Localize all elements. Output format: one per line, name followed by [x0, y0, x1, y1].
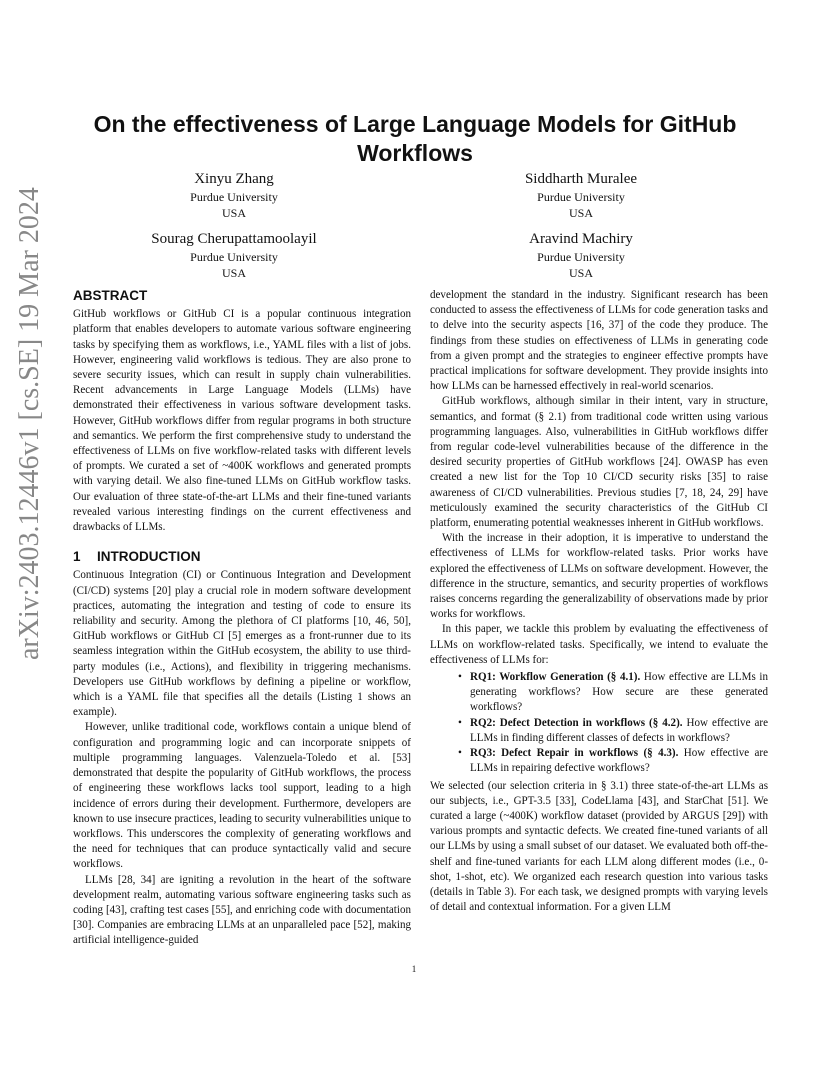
author-block	[104, 170, 364, 221]
abstract-text: GitHub workflows or GitHub CI is a popular continuous integration platform that enables developers to automate various software engineering tasks by specifying them as workflows, i.e., YAML files with a list of jobs. However, engineering valid workflows is tedious. They are also prone to severe security issues, which can result in supply chain vulnerabilities. Recent advancements in Large Language Models (LLMs) have demonstrated their effectiveness in various software development tasks. However, GitHub workflows differ from regular programs in both structure and semantics. We perform the first comprehensive study to understand the effectiveness of LLMs on five workflow-related tasks with different levels of prompts. We curated a set of ~400K workflows and generated prompts with varying detail. We also fine-tuned LLMs on GitHub workflow tasks. Our evaluation of three state-of-the-art LLMs and their fine-tuned variants revealed various interesting findings on the current effectiveness and drawbacks of LLMs.	[73, 308, 411, 534]
paragraph: GitHub workflows, although similar in their intent, vary in structure, semantics, and format (§ 2.1) from traditional code written using various programming languages. Also, vulnerabilities in GitHub workflows differ from regular code-level vulnerabilities because of the difference in the desired security properties of GitHub workflows [24]. OWASP has even created a new list for the Top 10 CI/CD security risks [35] to raise awareness of CI/CD vulnerabilities. Previous studies [7, 18, 24, 29] have meticulously examined the security characteristics of the GitHub CI platform, enumerating potential weaknesses inherent in GitHub workflows.	[430, 395, 768, 530]
author-country: USA	[568, 266, 593, 280]
rq-text: How effective are LLMs in generating workflows? How secure are these generated workflows?	[470, 671, 769, 714]
paragraph: LLMs [28, 34] are igniting a revolution in the heart of the software development realm, automating various software engineering tasks such as coding [43], crafting test cases [55], and enriching code with documentation [30]. Companies are embracing LLMs at an unparalleled pace [52], making artificial intelligence-guided	[73, 873, 411, 947]
research-question-list	[430, 670, 768, 776]
author-block	[104, 230, 364, 281]
author-name: Siddharth Muralee	[524, 171, 638, 187]
rq-text: How effective are LLMs in repairing defective workflows?	[470, 747, 769, 775]
paragraph: With the increase in their adoption, it is imperative to understand the effectiveness of LLMs for workflow-related tasks. Prior works have explored the effectiveness of LLMs on software development. However, the difference in the structure, semantics, and security properties of workflows raises concerns regarding the generalizability of observations made by prior works for workflows.	[430, 532, 768, 621]
author-name: Sourag Cherupattamoolayil	[151, 231, 317, 247]
section-title: INTRODUCTION	[97, 549, 201, 565]
rq-label: RQ2: Defect Detection in workflows (§ 4.2).	[470, 716, 683, 729]
left-column	[73, 288, 411, 949]
author-affiliation: Purdue University	[190, 250, 278, 264]
rq-label: RQ1: Workflow Generation (§ 4.1).	[470, 671, 641, 684]
list-item	[470, 670, 768, 716]
page-number: 1	[411, 964, 417, 974]
author-country: USA	[221, 266, 246, 280]
paragraph: However, unlike traditional code, workflows contain a unique blend of configuration and programming logic and can incorporate snippets of multiple programming languages. Valenzuela-Toledo et al. [53] demonstrated that despite the popularity of GitHub workflows, the process of engineering these workflows lacks tool support, leading to a high incidence of errors during their development. Furthermore, developers are known to use insecure practices, leading to security vulnerabilities unique to workflows. This underscores the complexity of generating workflows and the need for techniques that can produce syntactically valid and secure workflows.	[73, 721, 411, 871]
author-country: USA	[568, 206, 593, 220]
abstract-heading: ABSTRACT	[73, 288, 148, 303]
section-heading	[73, 549, 411, 564]
author-name: Aravind Machiry	[529, 231, 633, 247]
paper-title: On the effectiveness of Large Language Models for GitHub Workflows	[93, 111, 737, 166]
arxiv-identifier: arXiv:2403.12446v1 [cs.SE] 19 Mar 2024	[14, 187, 45, 660]
right-column	[430, 288, 768, 915]
author-affiliation: Purdue University	[537, 190, 625, 204]
author-country: USA	[221, 206, 246, 220]
author-affiliation: Purdue University	[190, 190, 278, 204]
paragraph: Continuous Integration (CI) or Continuous Integration and Development (CI/CD) systems [20] play a crucial role in modern software development practices, automating the integration and testing of code to ensure its reliability and security. Among the plethora of CI platforms [10, 46, 50], GitHub workflows or GitHub CI [5] emerges as a front-runner due to its seamless integration within the GitHub ecosystem, the ability to use third-party modules (i.e., Actions), and flexibility in triggering mechanisms. Developers use GitHub workflows by defining a pipeline or workflow, which is a YAML file that specifies all the details (Listing 1 shows an example).	[73, 569, 411, 719]
paragraph: We selected (our selection criteria in § 3.1) three state-of-the-art LLMs as our subjects, i.e., GPT-3.5 [33], CodeLlama [43], and StarChat [51]. We curated a large (~400K) workflow dataset (provided by ARGUS [29]) with various prompts and syntactic defects. We created fine-tuned variants of all our LLMs by using a small subset of our dataset. We evaluated both off-the-shelf and fine-tuned variants for each LLM along different modes (i.e., 0-shot, 1-shot, etc). We organized each research question into various tasks (details in Table 3). For each task, we designed prompts with varying levels of detail and contextual information. For a given LLM	[430, 779, 768, 914]
author-block	[451, 230, 711, 281]
list-item	[470, 746, 768, 776]
author-block	[451, 170, 711, 221]
paragraph: In this paper, we tackle this problem by evaluating the effectiveness of LLMs on workflow-related tasks. Specifically, we intend to evaluate the effectiveness of LLMs for:	[430, 623, 768, 666]
list-item	[470, 716, 768, 746]
section-number: 1	[73, 549, 81, 565]
paragraph: development the standard in the industry. Significant research has been conducted to assess the effectiveness of LLMs for code generation tasks and to delve into the security aspects [16, 37] of the code they produce. The findings from these studies on effectiveness of LLMs in generating code from a given prompt and the strategies to engineer effective prompts have practical implications for software development. They provide insights into how LLMs can be harnessed effectively in real-world scenarios.	[430, 289, 768, 393]
author-affiliation: Purdue University	[537, 250, 625, 264]
rq-label: RQ3: Defect Repair in workflows (§ 4.3).	[470, 747, 679, 760]
rq-text: How effective are LLMs in finding different classes of defects in workflows?	[470, 716, 768, 744]
author-name: Xinyu Zhang	[194, 171, 274, 187]
